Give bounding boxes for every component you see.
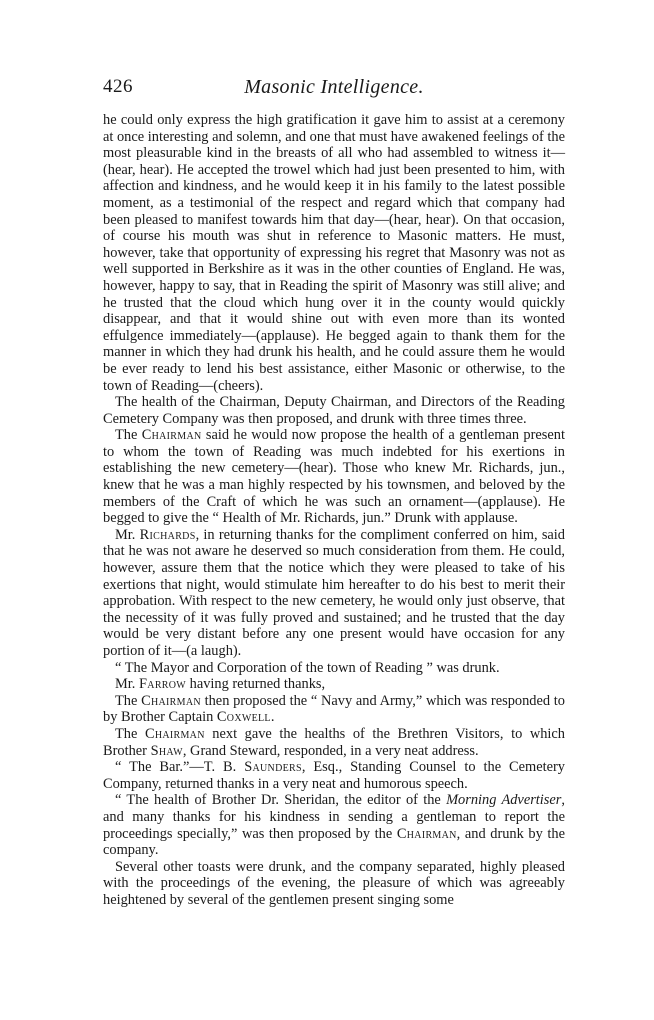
paragraph: [103, 759, 565, 792]
text-run: Mr.: [115, 526, 140, 543]
text-run: Several other toasts were drunk, and the company separated, highly pleased with the proceedings of the evening, the pleasure of which was agreeably heightened by several of the gentlemen present singing some: [103, 858, 565, 908]
paragraph: [103, 859, 565, 909]
paragraph: [103, 527, 565, 660]
text-run: Mr.: [115, 676, 139, 693]
article-body: [103, 112, 565, 909]
text-run: , in returning thanks for the compliment conferred on him, said that he was not aware he deserved so much consideration from them. He could, however, assure them that the notice which they were pleased to take of his exertions that night, would stimulate him hereafter to do his best to merit their approbation. With respect to the new cemetery, he would only just observe, that the necessity of it was fully proved and sustained; and he trusted that the day would be very distant before any one present would have occasion for any portion of it—(a laugh).: [103, 526, 565, 659]
small-caps-name: Chairman: [144, 725, 205, 742]
small-caps-name: Shaw: [150, 742, 183, 759]
text-run: .: [270, 709, 275, 726]
paragraph: [103, 792, 565, 858]
paragraph: [103, 676, 565, 693]
book-page: [103, 76, 565, 909]
paragraph: [103, 112, 565, 394]
text-run: having returned thanks,: [186, 676, 326, 693]
text-run: , Esq., Standing Counsel to the Cemetery Company, returned thanks in a very neat and humorous speech.: [103, 759, 565, 792]
small-caps-name: Chairman: [141, 427, 202, 444]
text-run: The: [115, 725, 145, 742]
paragraph: [103, 660, 565, 677]
running-head: [103, 76, 565, 102]
text-run: “ The Bar.”—T. B.: [115, 759, 245, 776]
text-run: The health of the Chairman, Deputy Chairman, and Directors of the Reading Cemetery Company was then proposed, and drunk with three times three.: [103, 394, 565, 427]
running-title: Masonic Intelligence.: [244, 76, 424, 98]
text-run: said he would now propose the health of a gentleman present to whom the town of Reading was much indebted for his exertions in establishing the new cemetery—(hear). Those who knew Mr. Richards, jun., knew that he was a man highly respected by his townsmen, and beloved by the members of the Craft of which he was such an ornament—(applause). He begged to give the “ Health of Mr. Richards, jun.” Drunk with applause.: [103, 427, 565, 527]
small-caps-name: Richards: [139, 526, 196, 543]
small-caps-name: Chairman: [396, 825, 457, 842]
page-number: 426: [103, 76, 133, 97]
small-caps-name: Farrow: [139, 676, 187, 693]
text-run: The: [115, 692, 142, 709]
text-run: , and drunk by the company.: [103, 825, 566, 859]
italic-title: Morning Advertiser: [446, 792, 562, 809]
text-run: , Grand Steward, responded, in a very neat address.: [182, 742, 479, 759]
text-run: , and many thanks for his kindness in sending a gentleman to report the proceedings specially,” was then proposed by the: [103, 792, 565, 842]
paragraph: [103, 427, 565, 527]
small-caps-name: Saunders: [244, 759, 302, 776]
text-run: “ The health of Brother Dr. Sheridan, the editor of the: [115, 792, 447, 809]
text-run: The: [115, 427, 142, 444]
text-run: he could only express the high gratification it gave him to assist at a ceremony at once interesting and solemn, and one that must have awakened feelings of the most pleasurable kind in the breasts of all who had assembled to witness it—(hear, hear). He accepted the trowel which had just been presented to him, with affection and kindness, and he would keep it in his family to the latest possible moment, as a testimonial of the respect and regard which that company had been pleased to manifest towards him that day—(hear, hear). On that occasion, of course his mouth was shut in reference to Masonic matters. He must, however, take that opportunity of expressing his regret that Masonry was not as well supported in Berkshire as it was in the other counties of England. He was, however, happy to say, that in Reading the spirit of Masonry was still alive; and he trusted that the cloud which hung over it in the county would quickly disappear, and that it would shine out with even more than its wonted effulgence immediately—(applause). He begged again to thank them for the manner in which they had drunk his health, and he could assure them he would be ever ready to lend his best assistance, either Masonic or otherwise, to the town of Reading—(cheers).: [103, 112, 565, 394]
paragraph: [103, 693, 565, 726]
paragraph: [103, 394, 565, 427]
small-caps-name: Chairman: [141, 692, 201, 709]
text-run: “ The Mayor and Corporation of the town of Reading ” was drunk.: [115, 659, 500, 676]
paragraph: [103, 726, 565, 759]
text-run: next gave the healths of the Brethren Visitors, to which Brother: [103, 725, 565, 759]
small-caps-name: Coxwell: [216, 709, 271, 726]
text-run: then proposed the “ Navy and Army,” which was responded to by Brother Captain: [103, 692, 565, 726]
